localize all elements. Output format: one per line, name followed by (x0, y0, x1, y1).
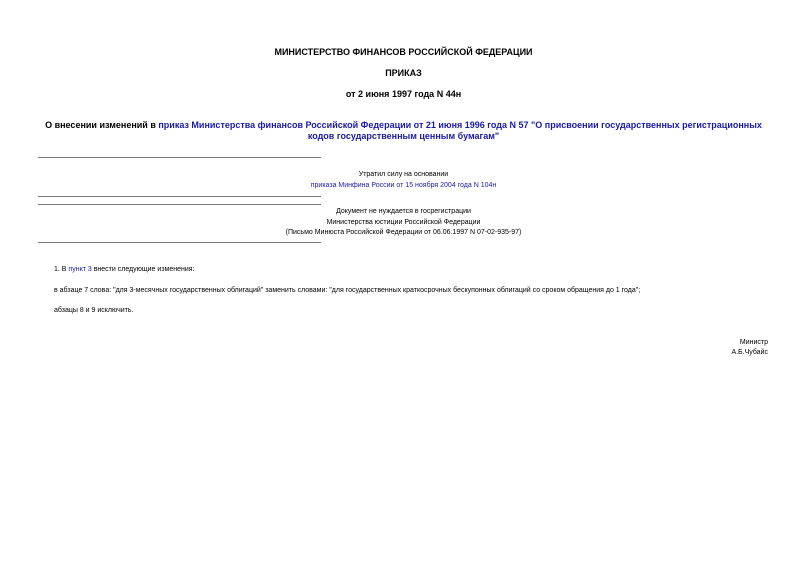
point-3-link[interactable]: пункт 3 (68, 266, 92, 273)
divider-line (38, 157, 321, 158)
doc-date-number: от 2 июня 1997 года N 44н (345, 89, 462, 99)
status-note-line: Утратил силу на основании (358, 171, 449, 178)
divider-line (38, 196, 321, 197)
body-paragraph-1 (54, 265, 195, 274)
body-paragraph-2: в абзаце 7 слова: "для 3-месячных государственных облигаций" заменить словами: "для государственных краткосрочных бескупонных облигаций со сроком обращения до 1 года"; (54, 287, 641, 294)
ministry-heading: МИНИСТЕРСТВО ФИНАНСОВ РОССИЙСКОЙ ФЕДЕРАЦИИ (274, 47, 533, 57)
amended-order-link[interactable]: приказ Министерства финансов Российской Федерации от 21 июня 1996 года N 57 "О присвоении государственных регистрационных кодов государственным ценным бумагам" (158, 120, 762, 141)
body-paragraph-3: абзацы 8 и 9 исключить. (54, 307, 134, 314)
signature-name: А.Б.Чубайс (731, 349, 768, 356)
signature-position: Министр (739, 339, 768, 346)
divider-line (38, 242, 321, 243)
doc-type-heading: ПРИКАЗ (385, 68, 422, 78)
title-prefix: О внесении изменений в (45, 120, 159, 130)
p1-suffix: внести следующие изменения: (91, 266, 195, 273)
p1-prefix: 1. В (54, 266, 69, 273)
registration-note-line: (Письмо Минюста Российской Федерации от 06.06.1997 N 07-02-935-97) (285, 229, 522, 236)
registration-note-line: Документ не нуждается в госрегистрации (336, 208, 471, 215)
registration-note-line: Министерства юстиции Российской Федерации (326, 219, 481, 226)
repeal-order-link[interactable]: приказа Минфина России от 15 ноября 2004 года N 104н (310, 182, 497, 189)
divider-line (38, 204, 321, 205)
document-title (40, 120, 767, 142)
